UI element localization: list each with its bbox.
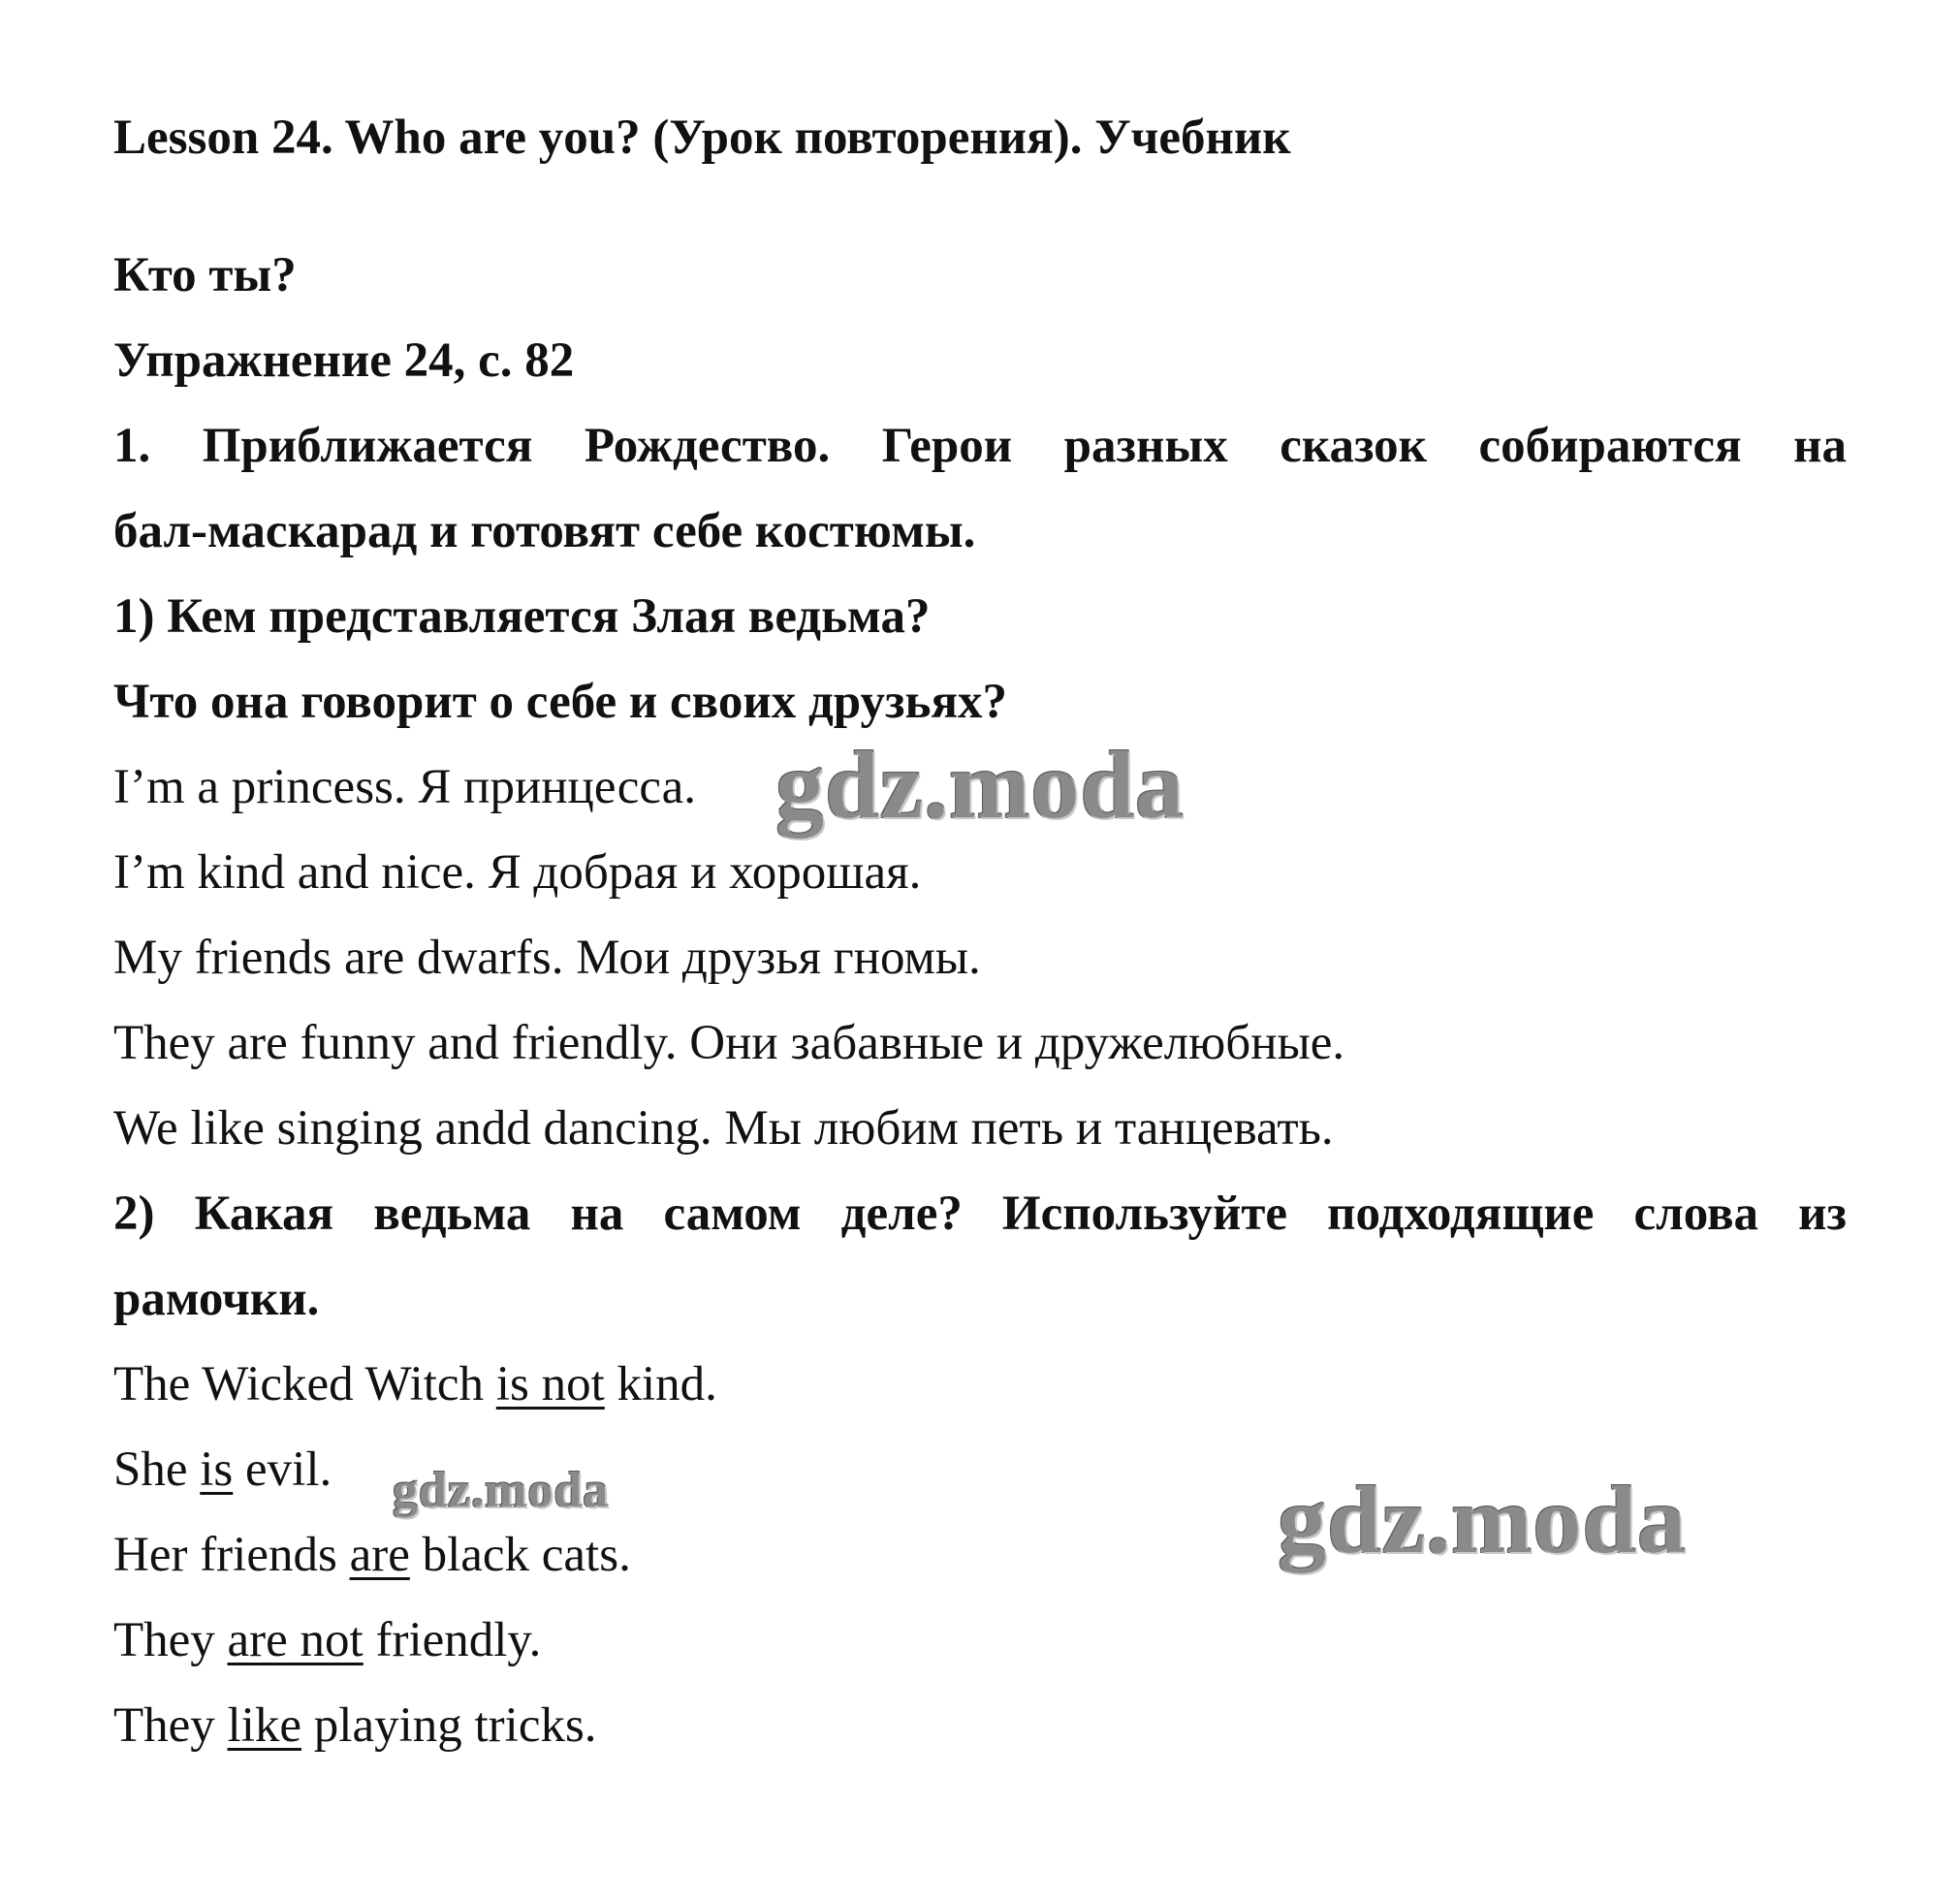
answer-line: My friends are dwarfs. Мои друзья гномы. bbox=[113, 931, 981, 985]
sentence-after: evil. bbox=[233, 1442, 332, 1497]
answer-line: I’m kind and nice. Я добрая и хорошая. bbox=[113, 845, 922, 900]
answer-line: I’m a princess. Я принцесса. bbox=[113, 760, 697, 814]
task-intro-line-1: 1. Приближается Рождество. Герои разных сказок собираются на bbox=[113, 419, 1847, 473]
filled-word: is not bbox=[495, 1357, 605, 1411]
page-title: Lesson 24. Who are you? (Урок повторения). Учебник bbox=[113, 111, 1291, 165]
sentence-after: kind. bbox=[604, 1357, 717, 1411]
sentence-before: She bbox=[113, 1442, 201, 1497]
exercise-heading: Упражнение 24, с. 82 bbox=[113, 333, 575, 388]
filled-word: are bbox=[349, 1528, 410, 1582]
filled-word: like bbox=[227, 1698, 302, 1753]
task-intro-line-2: бал-маскарад и готовят себе костюмы. bbox=[113, 504, 976, 558]
sentence-after: black cats. bbox=[409, 1528, 631, 1582]
fill-sentence bbox=[113, 1441, 332, 1499]
sentence-before: The Wicked Witch bbox=[113, 1357, 496, 1411]
sentence-before: They bbox=[113, 1613, 228, 1667]
sentence-before: Her friends bbox=[113, 1528, 350, 1582]
watermark-logo: gdz.moda bbox=[775, 731, 1185, 839]
watermark-logo: gdz.moda bbox=[393, 1463, 610, 1518]
question-2-line-1: 2) Какая ведьма на самом деле? Используйте подходящие слова из bbox=[113, 1187, 1847, 1241]
answer-line: We like singing andd dancing. Мы любим петь и танцевать. bbox=[113, 1101, 1334, 1156]
sentence-after: friendly. bbox=[363, 1613, 542, 1667]
sentence-before: They bbox=[113, 1698, 228, 1753]
question-2-line-2: рамочки. bbox=[113, 1272, 320, 1326]
question-1-part-2: Что она говорит о себе и своих друзьях? bbox=[113, 675, 1008, 729]
fill-sentence bbox=[113, 1611, 541, 1669]
fill-sentence bbox=[113, 1526, 631, 1584]
fill-sentence bbox=[113, 1696, 597, 1755]
watermark-logo: gdz.moda bbox=[1278, 1466, 1687, 1573]
question-1: 1) Кем представляется Злая ведьма? bbox=[113, 589, 931, 644]
sentence-after: playing tricks. bbox=[301, 1698, 597, 1753]
answer-line: They are funny and friendly. Они забавные и дружелюбные. bbox=[113, 1016, 1345, 1070]
subtitle: Кто ты? bbox=[113, 248, 297, 302]
fill-sentence bbox=[113, 1355, 717, 1413]
filled-word: are not bbox=[227, 1613, 364, 1667]
filled-word: is bbox=[200, 1442, 234, 1497]
